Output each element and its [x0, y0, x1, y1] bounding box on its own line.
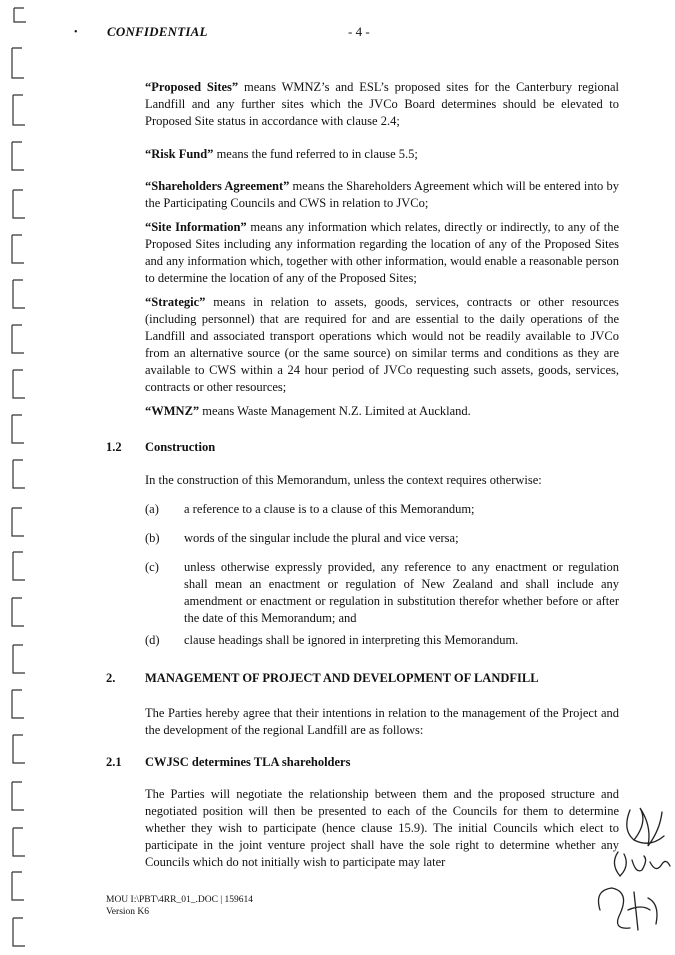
document-footer [106, 894, 253, 918]
binding-edge-marks [0, 0, 40, 955]
page-number: - 4 - [348, 24, 370, 39]
section-number-2: 2. [106, 671, 116, 685]
list-item-label: (a) [145, 502, 159, 516]
section-title-cwjsc: CWJSC determines TLA shareholders [145, 755, 351, 769]
handwritten-initials [590, 800, 675, 950]
definition-site-information [145, 219, 619, 287]
list-item-text: a reference to a clause is to a clause of this Memorandum; [184, 502, 475, 516]
definition-proposed-sites [145, 79, 619, 130]
list-item-label: (b) [145, 531, 160, 545]
definition-risk-fund [145, 146, 619, 163]
definition-text: means any information which relates, directly or indirectly, to any of the Proposed Sites including any information regarding the location of any of the Proposed Sites and any information which, together with other information, would enable a reasonable person to determine the location of any of the Proposed Sites; [145, 220, 619, 285]
section-title-management: MANAGEMENT OF PROJECT AND DEVELOPMENT OF LANDFILL [145, 671, 539, 685]
definition-term: “Proposed Sites” [145, 80, 239, 94]
definition-text: means Waste Management N.Z. Limited at Auckland. [199, 404, 471, 418]
definition-text: means WMNZ’s and ESL’s proposed sites for the Canterbury regional Landfill and any further sites which the JVCo Board determines should be elevated to Proposed Site status in accordance with clause 2.4; [145, 80, 619, 128]
definition-shareholders-agreement [145, 178, 619, 212]
section-2-intro: The Parties hereby agree that their intentions in relation to the management of the Project and the development of the regional Landfill are as follows: [145, 706, 619, 737]
definition-term: “Strategic” [145, 295, 206, 309]
definition-term: “Site Information” [145, 220, 247, 234]
section-1-2-intro: In the construction of this Memorandum, unless the context requires otherwise: [145, 473, 542, 487]
list-item-label: (d) [145, 633, 160, 647]
section-number-1-2: 1.2 [106, 440, 122, 454]
definition-strategic [145, 294, 619, 396]
definition-text: means in relation to assets, goods, services, contracts or other resources (including personnel) that are required for and are essential to the daily operations of the Landfill and associated transport operations which would not be readily available to JVCo from an alternative source (or the same source) on similar terms and conditions as they are available to CWS within a 24 hour period of JVCo requesting such assets, goods, services, contracts or other resources; [145, 295, 619, 394]
definition-text: means the Shareholders Agreement which will be entered into by the Participating Councils and CWS in relation to JVCo; [145, 179, 619, 210]
footer-version: Version K6 [106, 907, 150, 917]
list-item-text: unless otherwise expressly provided, any reference to any enactment or regulation shall mean an enactment or regulation of New Zealand and shall include any amendment or enactment or regulation in substitution therefor whether before or after the date of this Memorandum; and [184, 560, 619, 625]
definition-term: “Shareholders Agreement” [145, 179, 290, 193]
section-title-construction: Construction [145, 440, 216, 454]
definition-text: means the fund referred to in clause 5.5; [213, 147, 418, 161]
section-number-2-1: 2.1 [106, 755, 122, 769]
confidential-label: CONFIDENTIAL [107, 24, 208, 39]
definition-term: “WMNZ” [145, 404, 200, 418]
section-2-1-text: The Parties will negotiate the relationship between them and the proposed structure and negotiated position will then be presented to each of the Councils for them to determine whether they wish to participate (hence clause 15.9). The initial Councils which elect to participate in the joint venture project shall have the sole right to determine whether any Councils which do not initially wish to participate may later [145, 787, 619, 869]
list-item-label: (c) [145, 560, 159, 574]
footer-file-reference: MOU I:\PBT\4RR_01_.DOC | 159614 [106, 895, 254, 905]
definition-wmnz [145, 403, 619, 420]
header-marker: • [74, 27, 78, 38]
list-item-text: clause headings shall be ignored in interpreting this Memorandum. [184, 633, 519, 647]
definition-term: “Risk Fund” [145, 147, 214, 161]
list-item-text: words of the singular include the plural and vice versa; [184, 531, 459, 545]
